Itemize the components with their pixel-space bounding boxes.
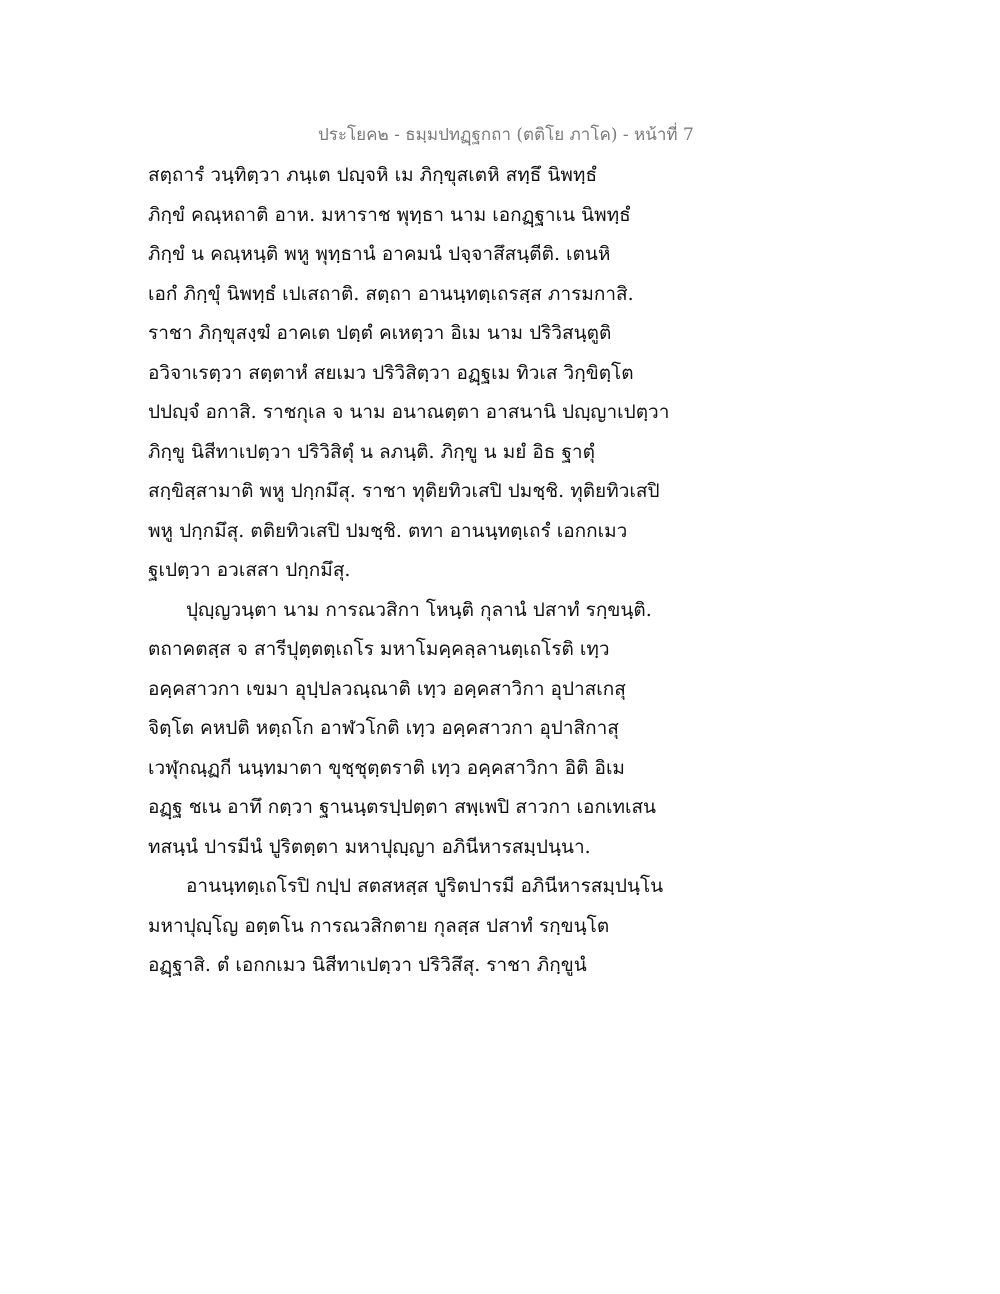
text-line: ภิกฺขํ คณฺหถาติ อาห. มหาราช พุทฺธา นาม เอกฏฺฐาเน นิพทฺธํ: [148, 203, 631, 226]
text-line-indented: อานนฺทตฺเถโรปิ กปฺป สตสหสฺส ปูริตปารมี อภินีหารสมฺปนฺโน: [186, 875, 664, 897]
text-line: ฐเปตฺวา อวเสสา ปกฺกมึสุ.: [148, 559, 351, 581]
text-line: ทสนฺนํ ปารมีนํ ปูริตตฺตา มหาปุญฺญา อภินีหารสมฺปนฺนา.: [148, 835, 591, 858]
text-line: มหาปุญฺโญ อตฺตโน การณวสิกตาย กุลสฺส ปสาทํ รกฺขนฺโต: [148, 914, 610, 937]
text-line: อวิจาเรตฺวา สตฺตาหํ สยเมว ปริวิสิตฺวา อฏฺฐเม ทิวเส วิกฺขิตฺโต: [148, 361, 634, 384]
text-line: อฏฺฐาสิ. ตํ เอกกเมว นิสีทาเปตฺวา ปริวิสึสุ. ราชา ภิกฺขูนํ: [148, 954, 587, 976]
paragraph: [148, 591, 748, 868]
text-line: ราชา ภิกฺขุสงฺฆํ อาคเต ปตฺตํ คเหตฺวา อิเม นาม ปริวิสนฺตูติ: [148, 322, 612, 344]
running-header: ประโยค๒ - ธมฺมปทฏฺฐกถา (ตติโย ภาโค) - หน้าที่ 7: [318, 125, 694, 145]
text-line: พหู ปกฺกมึสุ. ตติยทิวเสปิ ปมชฺชิ. ตทา อานนฺทตฺเถรํ เอกกเมว: [148, 519, 628, 542]
text-line: สกฺขิสฺสามาติ พหู ปกฺกมึสุ. ราชา ทุติยทิวเสปิ ปมชฺชิ. ทุติยทิวเสปิ: [148, 480, 660, 502]
paragraph: [148, 156, 748, 591]
text-line: ภิกฺขํ น คณฺหนฺติ พหู พุทฺธานํ อาคมนํ ปจฺจาสึสนฺตีติ. เตนหิ: [148, 243, 611, 265]
text-line: ปปญฺจํ อกาสิ. ราชกุเล จ นาม อนาณตฺตา อาสนานิ ปญฺญาเปตฺวา: [148, 401, 670, 423]
paragraph: [148, 867, 748, 986]
text-line: เวฬุกณฺฏกี นนฺทมาตา ขุชฺชุตฺตราติ เทฺว อคฺคสาวิกา อิติ อิเม: [148, 756, 625, 779]
text-line: สตฺถารํ วนฺทิตฺวา ภนฺเต ปญฺจหิ เม ภิกฺขุสเตหิ สทฺธึ นิพทฺธํ: [148, 164, 598, 186]
text-line: เอกํ ภิกฺขุํ นิพทฺธํ เปเสถาติ. สตฺถา อานนฺทตฺเถรสฺส ภารมกาสิ.: [148, 282, 634, 305]
text-line: ตถาคตสฺส จ สารีปุตฺตตฺเถโร มหาโมคฺคลฺลานตฺเถโรติ เทฺว: [148, 638, 610, 660]
body-text: [148, 156, 748, 986]
text-line: อคฺคสาวกา เขมา อุปฺปลวณฺณาติ เทฺว อคฺคสาวิกา อุปาสเกสุ: [148, 677, 626, 700]
text-line: ภิกฺขู นิสีทาเปตฺวา ปริวิสิตุํ น ลภนฺติ. ภิกฺขู น มยํ อิธ ฐาตุํ: [148, 440, 595, 463]
text-line: จิตฺโต คหปติ หตฺถโก อาฬวโกติ เทฺว อคฺคสาวกา อุปาสิกาสุ: [148, 717, 619, 739]
text-line-indented: ปุญฺญวนฺตา นาม การณวสิกา โหนฺติ กุลานํ ปสาทํ รกฺขนฺติ.: [186, 598, 652, 621]
text-line: อฏฺฐ ชเน อาทึ กตฺวา ฐานนฺตรปฺปตฺตา สพฺเพปิ สาวกา เอกเทเสน: [148, 796, 657, 818]
